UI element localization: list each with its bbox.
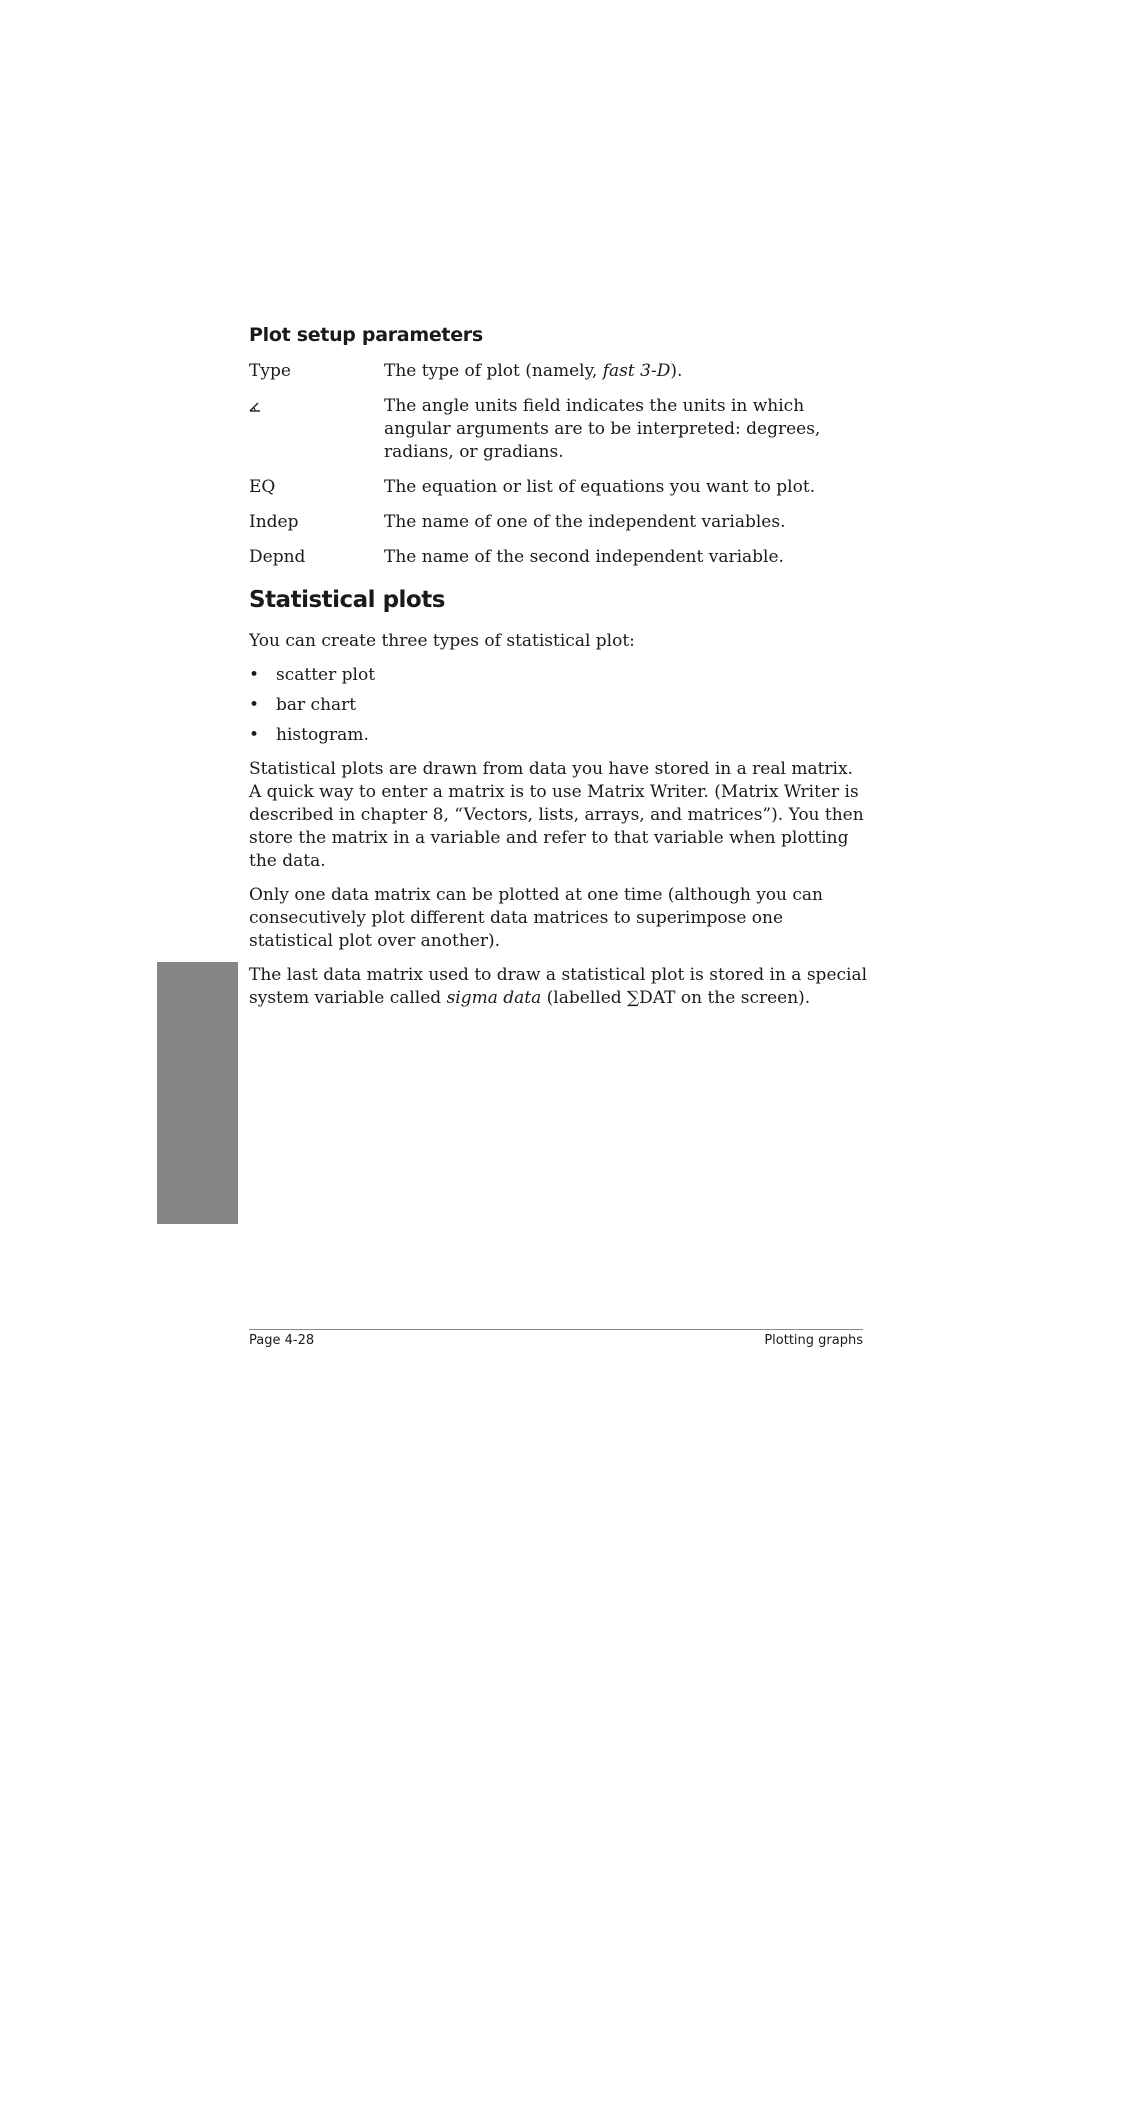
bullet-icon: • <box>249 725 260 745</box>
footer-page-number: Page 4-28 <box>249 1333 315 1348</box>
plot-type-list <box>249 664 869 747</box>
stat-paragraph-1: Statistical plots are drawn from data you have stored in a real matrix. A quick way to enter a matrix is to use Matrix Writer. (Matrix Writer is described in chapter 8, “Vectors, lists, arrays, and matrices”). You then store the matrix in a variable and refer to that variable when plotting the data. <box>249 759 864 871</box>
angle-units-icon <box>249 395 263 418</box>
list-item <box>249 724 869 747</box>
param-term-angle <box>249 395 384 464</box>
param-row-eq <box>249 476 869 499</box>
chapter-tab-label: Plotting graphs <box>188 1995 206 2109</box>
bullet-icon: • <box>249 665 260 685</box>
sigma-data-term: sigma data <box>446 988 542 1008</box>
param-def-depnd: The name of the second independent variable. <box>384 547 784 567</box>
list-item <box>249 694 869 717</box>
param-def-type-text: The type of plot (namely, <box>384 361 603 381</box>
param-def-type <box>384 360 869 383</box>
param-row-type <box>249 360 869 383</box>
bullet-icon: • <box>249 695 260 715</box>
param-def-eq: The equation or list of equations you want to plot. <box>384 477 816 497</box>
footer-section-title: Plotting graphs <box>764 1333 863 1348</box>
param-def-indep: The name of one of the independent variables. <box>384 512 786 532</box>
param-def-type-italic: fast 3-D <box>602 361 671 381</box>
param-term-indep: Indep <box>249 512 299 532</box>
list-item-text: scatter plot <box>276 665 376 685</box>
plot-setup-heading: Plot setup parameters <box>249 324 483 346</box>
param-row-angle <box>249 395 869 464</box>
statistical-plots-heading: Statistical plots <box>249 587 445 613</box>
param-term-eq: EQ <box>249 477 276 497</box>
stat-paragraph-2: Only one data matrix can be plotted at one time (although you can consecutively plot different data matrices to superimpose one statistical plot over another). <box>249 885 823 951</box>
stat-paragraph-3 <box>249 964 869 1010</box>
chapter-tab <box>157 962 238 2109</box>
parameter-list <box>249 360 869 581</box>
stat-paragraph-3-text: The last data matrix used to draw a statistical plot is stored in a special system variable called <box>249 965 868 1008</box>
list-item <box>249 664 869 687</box>
footer-divider <box>249 1329 863 1330</box>
stat-paragraph-3-suffix: (labelled ∑DAT on the screen). <box>541 988 811 1008</box>
param-row-depnd <box>249 546 869 569</box>
list-item-text: bar chart <box>276 695 357 715</box>
list-item-text: histogram. <box>276 725 369 745</box>
statistical-plots-body <box>249 630 869 1021</box>
param-row-indep <box>249 511 869 534</box>
param-term-type: Type <box>249 361 291 381</box>
param-term-depnd: Depnd <box>249 547 306 567</box>
stat-intro: You can create three types of statistical plot: <box>249 631 635 651</box>
param-def-type-suffix: ). <box>670 361 683 381</box>
param-def-angle: The angle units field indicates the units in which angular arguments are to be interpreted: degrees, radians, or gradians. <box>384 396 821 462</box>
